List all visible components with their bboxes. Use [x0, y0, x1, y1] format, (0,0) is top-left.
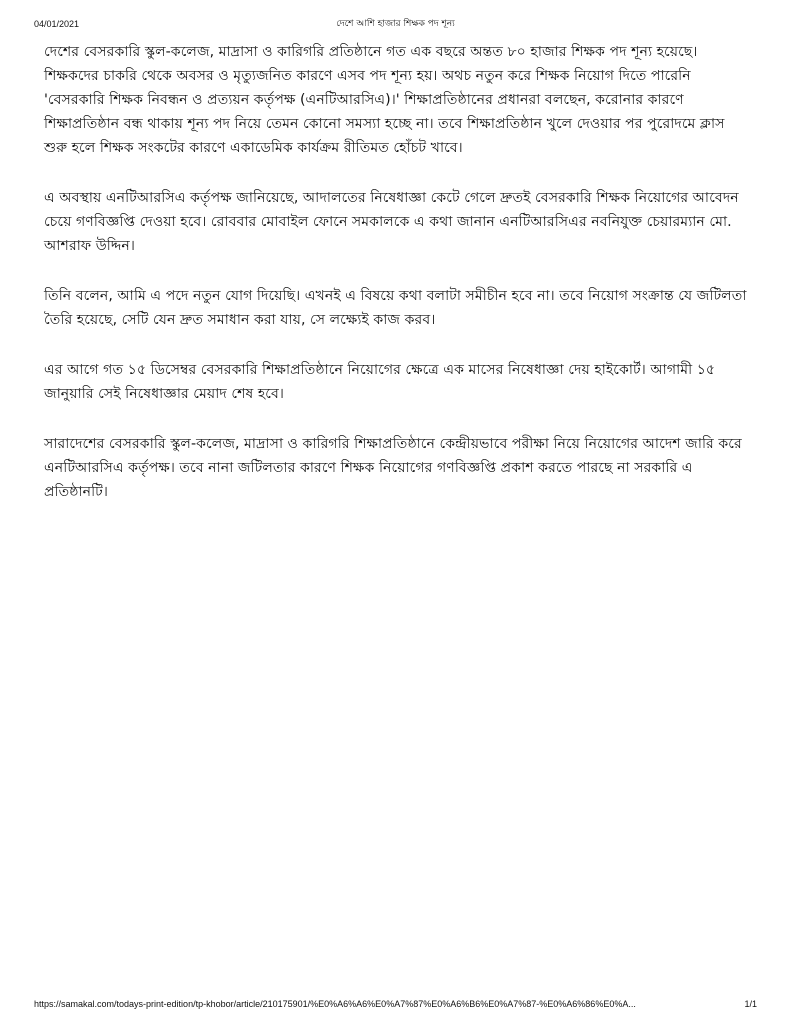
article-paragraph-1: দেশের বেসরকারি স্কুল-কলেজ, মাদ্রাসা ও কারিগরি প্রতিষ্ঠানে গত এক বছরে অন্তত ৮০ হাজার শিক্ষক পদ শূন্য হয়েছে। শিক্ষকদের চাকরি থেকে অবসর ও মৃত্যুজনিত কারণে এসব পদ শূন্য হয়। অথচ নতুন করে শিক্ষক নিয়োগ দিতে পারেনি 'বেসরকারি শিক্ষক নিবন্ধন ও প্রত্যয়ন কর্তৃপক্ষ (এনটিআরসিএ)।' শিক্ষাপ্রতিষ্ঠানের প্রধানরা বলছেন, করোনার কারণে শিক্ষাপ্রতিষ্ঠান বন্ধ থাকায় শূন্য পদ নিয়ে তেমন কোনো সমস্যা হচ্ছে না। তবে শিক্ষাপ্রতিষ্ঠান খুলে দেওয়ার পর পুরোদমে ক্লাস শুরু হলে শিক্ষক সংকটের কারণে একাডেমিক কার্যক্রম রীতিমত হোঁচট খাবে। — [44, 44, 725, 156]
print-footer — [34, 998, 757, 1010]
print-date: 04/01/2021 — [34, 19, 80, 29]
print-header — [34, 17, 757, 31]
article-paragraph-5: সারাদেশের বেসরকারি স্কুল-কলেজ, মাদ্রাসা ও কারিগরি শিক্ষাপ্রতিষ্ঠানে কেন্দ্রীয়ভাবে পরীক্ষা নিয়ে নিয়োগের আদেশ জারি করে এনটিআরসিএ কর্তৃপক্ষ। তবে নানা জটিলতার কারণে শিক্ষক নিয়োগের গণবিজ্ঞপ্তি প্রকাশ করতে পারছে না সরকারি এ প্রতিষ্ঠানটি। — [44, 436, 742, 500]
article-paragraph-4: এর আগে গত ১৫ ডিসেম্বর বেসরকারি শিক্ষাপ্রতিষ্ঠানে নিয়োগের ক্ষেত্রে এক মাসের নিষেধাজ্ঞা দেয় হাইকোর্ট। আগামী ১৫ জানুয়ারি সেই নিষেধাজ্ঞার মেয়াদ শেষ হবে। — [44, 362, 716, 402]
page-title: দেশে আশি হাজার শিক্ষক পদ শূন্য — [336, 19, 455, 29]
article-body — [44, 40, 749, 530]
article-paragraph-3: তিনি বলেন, আমি এ পদে নতুন যোগ দিয়েছি। এখনই এ বিষয়ে কথা বলাটা সমীচীন হবে না। তবে নিয়োগ সংক্রান্ত যে জটিলতা তৈরি হয়েছে, সেটি যেন দ্রুত সমাধান করা যায়, সে লক্ষ্যেই কাজ করব। — [44, 288, 747, 328]
page-number: 1/1 — [744, 999, 757, 1009]
source-url[interactable]: https://samakal.com/todays-print-edition/tp-khobor/article/210175901/%E0%A6%A6%E0%A7%87%E0%A6%B6%E0%A7%87-%E0%A6%86%E0%A... — [34, 999, 636, 1009]
article-paragraph-2: এ অবস্থায় এনটিআরসিএ কর্তৃপক্ষ জানিয়েছে, আদালতের নিষেধাজ্ঞা কেটে গেলে দ্রুতই বেসরকারি শিক্ষক নিয়োগের আবেদন চেয়ে গণবিজ্ঞপ্তি দেওয়া হবে। রোববার মোবাইল ফোনে সমকালকে এ কথা জানান এনটিআরসিএর নবনিযুক্ত চেয়ারম্যান মো. আশরাফ উদ্দিন। — [44, 190, 739, 254]
